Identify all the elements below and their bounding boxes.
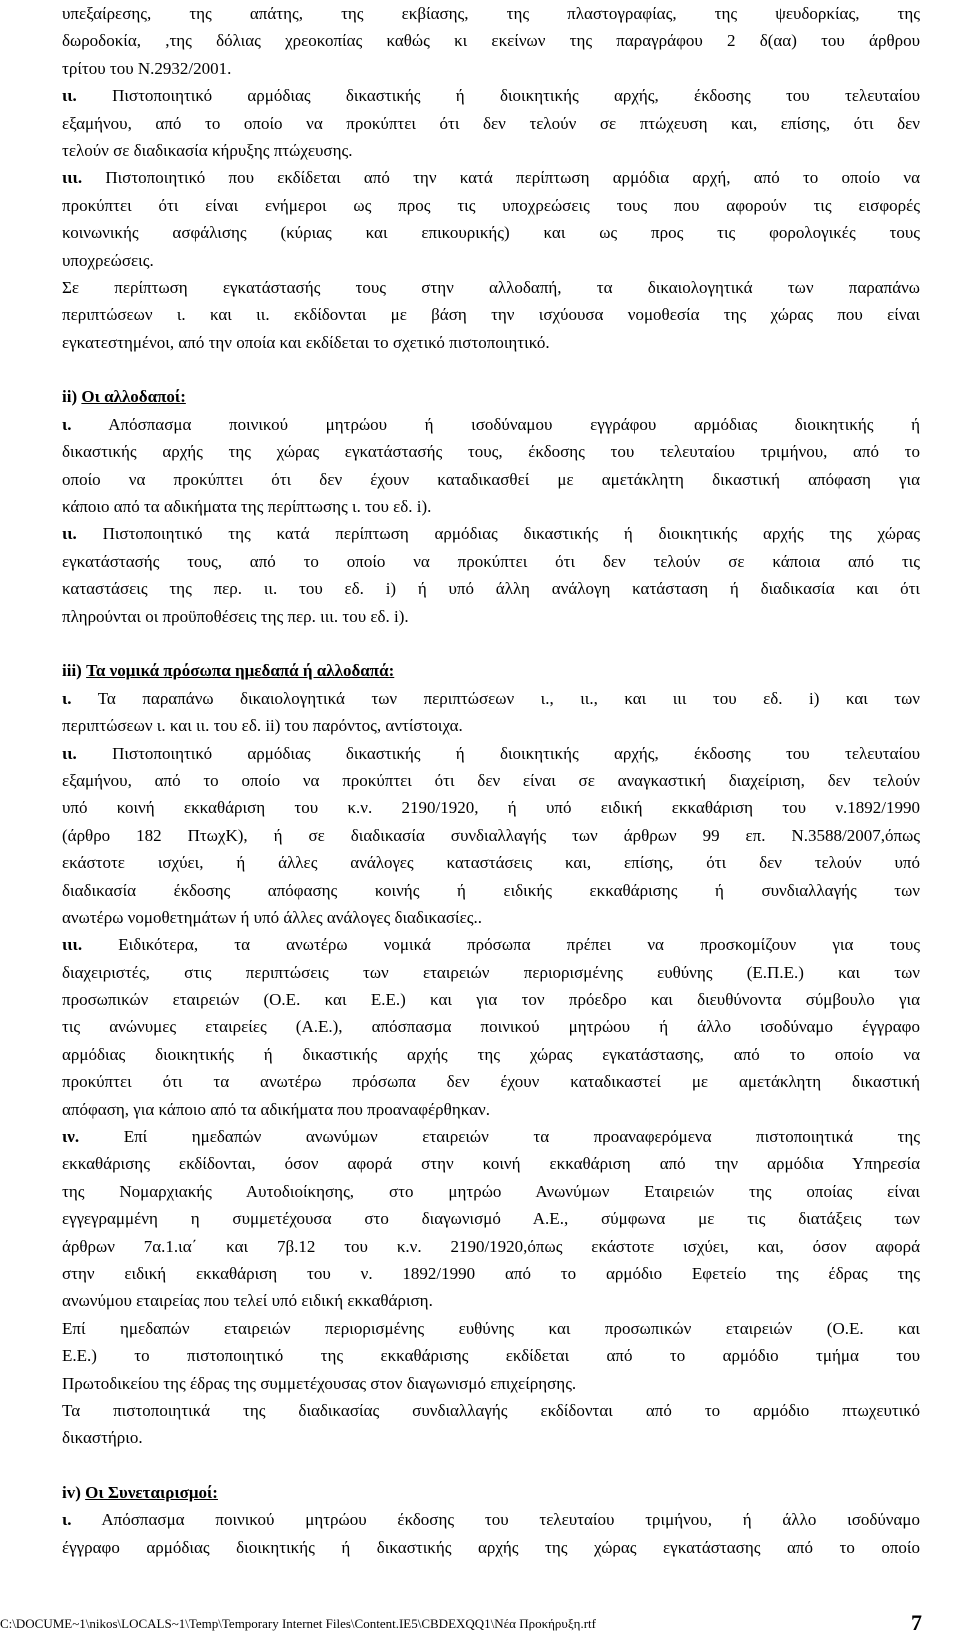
text-line: στην ειδική εκκαθάριση του ν. 1892/1990 από το αρμόδιο Εφετείο της έδρας της: [62, 1263, 920, 1283]
text-line: Επί ημεδαπών εταιρειών περιορισμένης ευθύνης και προσωπικών εταιρειών (Ο.Ε. και: [62, 1318, 920, 1338]
text-line: Σε περίπτωση εγκατάστασής τους στην αλλοδαπή, τα δικαιολογητικά των παραπάνω: [62, 277, 920, 297]
list-item: [62, 1123, 920, 1150]
text-line: εγκατεστημένοι, από την οποία και εκδίδεται το σχετικό πιστοποιητικό.: [62, 332, 550, 352]
text: Ειδικότερα, τα ανωτέρω νομικά πρόσωπα πρέπει να προσκομίζουν για τους: [118, 935, 921, 955]
text-line: απόφαση, για κάποιο από τα αδικήματα που προαναφέρθηκαν.: [62, 1099, 490, 1119]
text-line: οποίο να προκύπτει ότι δεν έχουν καταδικασθεί με αμετάκλητη δικαστική απόφαση για: [62, 469, 920, 489]
text-line: περιπτώσεων ι. και ιι. του εδ. ii) του παρόντος, αντίστοιχα.: [62, 716, 463, 736]
file-path: C:\DOCUME~1\nikos\LOCALS~1\Temp\Temporary Internet Files\Content.IE5\CBDEXQQ1\Νέα Προκήρυξη.rtf: [0, 1616, 596, 1631]
text-line: εκκαθάρισης εκδίδονται, όσον αφορά στην κοινή εκκαθάριση από την αρμόδια Υπηρεσία: [62, 1154, 920, 1174]
text-line: διαδικασία έκδοσης απόφασης κοινής ή ειδικής εκκαθάρισης ή συνδιαλλαγής των: [62, 880, 920, 900]
text-line: Ε.Ε.) το πιστοποιητικό της εκκαθάρισης εκδίδεται από το αρμόδιο τμήμα του: [62, 1346, 920, 1366]
item-marker: ιι.: [62, 524, 77, 544]
text-line: εγκατάστασής τους, από το οποίο να προκύπτει ότι δεν τελούν σε κάποια από τις: [62, 551, 920, 571]
text-line: καταστάσεις της περ. ιι. του εδ. i) ή υπό άλλη ανάλογη κατάσταση ή διαδικασία και ότι: [62, 579, 920, 599]
item-marker: ι.: [62, 688, 72, 708]
text-line: προκύπτει ότι είναι ενήμεροι ως προς τις υποχρεώσεις τους που αφορούν τις εισφορές: [62, 195, 920, 215]
page-number: 7: [911, 1610, 922, 1635]
text-line: Πρωτοδικείου της έδρας της συμμετέχουσας στον διαγωνισμό επιχείρησης.: [62, 1373, 577, 1393]
text-line: κοινωνικής ασφάλισης (κύριας και επικουρικής) και ως προς τις φορολογικές τους: [62, 223, 920, 243]
item-marker: ιι.: [62, 743, 77, 763]
text-line: δωροδοκία, ,της δόλιας χρεοκοπίας καθώς κι εκείνων της παραγράφου 2 δ(αα) του άρθρου: [62, 31, 920, 51]
item-marker: ιιι.: [62, 168, 83, 188]
item-marker: ιιι.: [62, 935, 83, 955]
heading-title: Τα νομικά πρόσωπα ημεδαπά ή αλλοδαπά:: [86, 661, 395, 681]
heading-title: Οι Συνεταιρισμοί:: [85, 1483, 218, 1503]
section-heading: [62, 1479, 920, 1506]
list-item: [62, 931, 920, 958]
text-line: (άρθρο 182 ΠτωχΚ), ή σε διαδικασία συνδιαλλαγής των άρθρων 99 επ. Ν.3588/2007,όπως: [62, 825, 920, 845]
item-marker: ι.: [62, 414, 72, 434]
text-line: πληρούνται οι προϋποθέσεις της περ. ιιι. του εδ. i).: [62, 606, 409, 626]
text-line: τις ανώνυμες εταιρείες (Α.Ε.), απόσπασμα ποινικού μητρώου ή άλλο ισοδύναμο έγγραφο: [62, 1017, 920, 1037]
text: Πιστοποιητικό αρμόδιας δικαστικής ή διοικητικής αρχής, έκδοσης του τελευταίου: [112, 86, 920, 106]
text-line: τρίτου του Ν.2932/2001.: [62, 58, 232, 78]
text-line: υποχρεώσεις.: [62, 250, 154, 270]
text-line: υπεξαίρεσης, της απάτης, της εκβίασης, της πλαστογραφίας, της ψευδορκίας, της: [62, 4, 920, 23]
text-line: δικαστικής αρχής της χώρας εγκατάστασής τους, έκδοσης του τελευταίου τριμήνου, από το: [62, 442, 920, 462]
text-line: αρμόδιας διοικητικής ή δικαστικής αρχής της χώρας εγκατάστασης, από το οποίο να: [62, 1044, 920, 1064]
text: Επί ημεδαπών ανωνύμων εταιρειών τα προαναφερόμενα πιστοποιητικά της: [123, 1127, 920, 1147]
list-item: [62, 82, 920, 109]
text-line: τελούν σε διαδικασία κήρυξης πτώχευσης.: [62, 140, 353, 160]
section-heading: [62, 383, 920, 410]
text-line: προσωπικών εταιρειών (Ο.Ε. και Ε.Ε.) και για τον πρόεδρο και διευθύνοντα σύμβουλο για: [62, 990, 920, 1010]
section-heading: [62, 657, 920, 684]
text-line: υπό κοινή εκκαθάριση του κ.ν. 2190/1920, ή υπό ειδική εκκαθάριση του ν.1892/1990: [62, 798, 920, 818]
text: Απόσπασμα ποινικού μητρώου ή ισοδύναμου εγγράφου αρμόδιας διοικητικής ή: [108, 414, 920, 434]
text-line: εκάστοτε ισχύει, ή άλλες ανάλογες καταστάσεις και, επίσης, ότι δεν τελούν υπό: [62, 853, 920, 873]
text: Τα παραπάνω δικαιολογητικά των περιπτώσεων ι., ιι., και ιιι του εδ. i) και των: [97, 688, 920, 708]
text-line: διαχειριστές, στις περιπτώσεις των εταιρειών περιορισμένης ευθύνης (Ε.Π.Ε.) και των: [62, 962, 920, 982]
text-line: δικαστήριο.: [62, 1428, 143, 1448]
text-line: προκύπτει ότι τα ανωτέρω πρόσωπα δεν έχουν καταδικαστεί με αμετάκλητη δικαστική: [62, 1072, 920, 1092]
heading-marker: iii): [62, 661, 82, 681]
text: Απόσπασμα ποινικού μητρώου έκδοσης του τελευταίου τριμήνου, ή άλλο ισοδύναμο: [101, 1510, 920, 1530]
item-marker: ιν.: [62, 1127, 80, 1147]
text: Πιστοποιητικό της κατά περίπτωση αρμόδιας δικαστικής ή διοικητικής αρχής της χώρας: [102, 524, 921, 544]
text-line: της Νομαρχιακής Αυτοδιοίκησης, στο μητρώο Ανωνύμων Εταιρειών της οποίας είναι: [62, 1181, 920, 1201]
text-line: έγγραφο αρμόδιας διοικητικής ή δικαστικής αρχής της χώρας εγκατάστασης από το οποίο: [62, 1537, 920, 1557]
list-item: [62, 411, 920, 438]
list-item: [62, 520, 920, 547]
text-line: περιπτώσεων ι. και ιι. εκδίδονται με βάση την ισχύουσα νομοθεσία της χώρας που είναι: [62, 305, 920, 325]
text-line: ανωτέρω νομοθετημάτων ή υπό άλλες ανάλογες διαδικασίες..: [62, 907, 482, 927]
text-line: εξαμήνου, από το οποίο να προκύπτει ότι δεν τελούν σε πτώχευση και, επίσης, ότι δεν: [62, 113, 920, 133]
heading-marker: ii): [62, 387, 78, 407]
item-marker: ι.: [62, 1510, 72, 1530]
text-line: άρθρων 7α.1.ια΄ και 7β.12 του κ.ν. 2190/1920,όπως εκάστοτε ισχύει, και, όσον αφορά: [62, 1236, 920, 1256]
heading-marker: iv): [62, 1483, 81, 1503]
list-item: [62, 164, 920, 191]
document-body: [62, 0, 920, 1561]
text-line: ανωνύμου εταιρείας που τελεί υπό ειδική εκκαθάριση.: [62, 1291, 433, 1311]
list-item: [62, 740, 920, 767]
text: Πιστοποιητικό που εκδίδεται από την κατά περίπτωση αρμόδια αρχή, από το οποίο να: [105, 168, 920, 188]
text-line: Τα πιστοποιητικά της διαδικασίας συνδιαλλαγής εκδίδονται από το αρμόδιο πτωχευτικό: [62, 1400, 920, 1420]
list-item: [62, 1506, 920, 1533]
text-line: εγγεγραμμένη η συμμετέχουσα στο διαγωνισμό Α.Ε., σύμφωνα με τις διατάξεις των: [62, 1209, 920, 1229]
page-footer: [0, 1612, 960, 1636]
item-marker: ιι.: [62, 86, 77, 106]
heading-title: Οι αλλοδαποί:: [81, 387, 186, 407]
text-line: κάποιο από τα αδικήματα της περίπτωσης ι. του εδ. i).: [62, 497, 432, 517]
list-item: [62, 685, 920, 712]
text-line: εξαμήνου, από το οποίο να προκύπτει ότι δεν είναι σε αναγκαστική διαχείριση, δεν τελούν: [62, 770, 920, 790]
text: Πιστοποιητικό αρμόδιας δικαστικής ή διοικητικής αρχής, έκδοσης του τελευταίου: [112, 743, 920, 763]
